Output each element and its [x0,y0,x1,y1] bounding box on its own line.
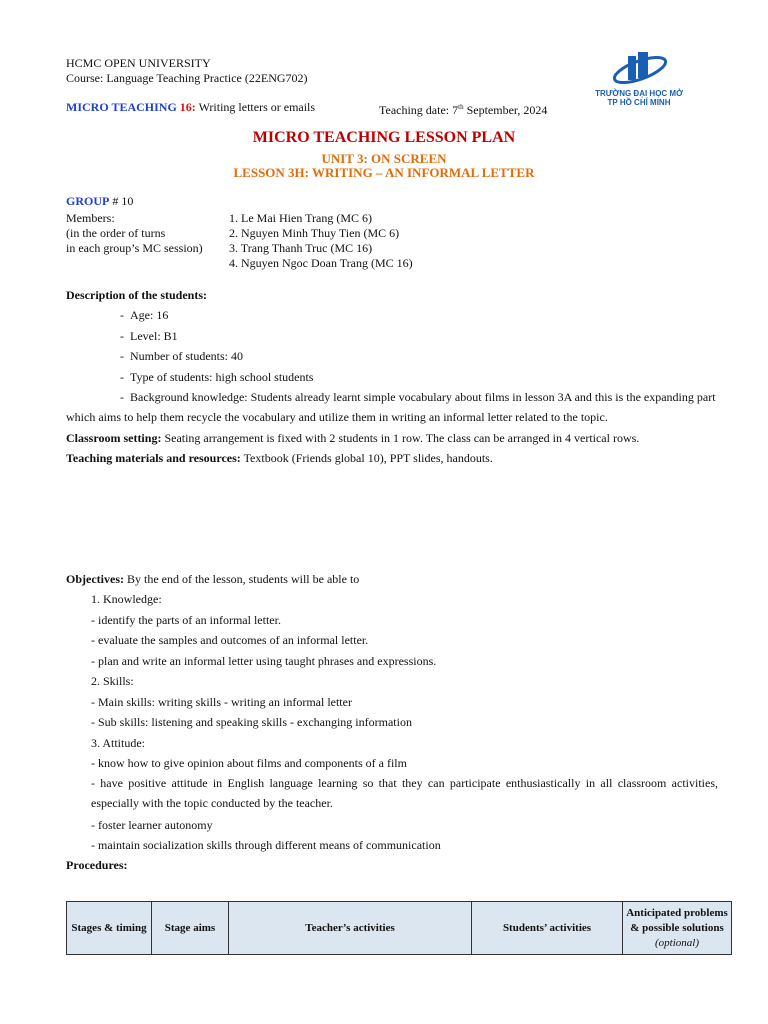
description-item: - Number of students: 40 [120,349,243,363]
objective-line: 2. Skills: [91,674,134,688]
objective-line: - maintain socialization skills through different means of communication [91,838,441,852]
date-sup: th [458,103,464,111]
objective-line: - Sub skills: listening and speaking skills - exchanging information [91,715,412,729]
table-header-row [67,902,732,955]
micro-topic: Writing letters or emails [195,100,316,114]
date-prefix: Teaching date: 7 [379,103,459,117]
members-label-line: in each group’s MC session) [66,241,203,255]
objective-attitude-long: - have positive attitude in English language learning so that they can participate enthusiastically in all classroom activities, especially with the topic conducted by the teacher. [91,776,718,810]
member-item: 3. Trang Thanh Truc (MC 16) [229,241,373,255]
description-background-cont: which aims to help them recycle the vocabulary and utilize them in writing an informal letter related to the topic. [66,410,608,424]
description-item: - Level: B1 [120,329,178,343]
members-label-line: (in the order of turns [66,226,166,240]
header-stages: Stages & timing [67,902,152,955]
member-item: 4. Nguyen Ngoc Doan Trang (MC 16) [229,256,413,270]
micro-label: MICRO TEACHING [66,100,180,114]
micro-number: 16: [179,100,196,114]
members-label-line: Members: [66,211,115,225]
header-teacher: Teacher’s activities [229,902,472,955]
objective-line: - know how to give opinion about films and components of a film [91,756,407,770]
optional-note: (optional) [655,936,699,949]
objective-line: - evaluate the samples and outcomes of an informal letter. [91,633,369,647]
course-name: Course: Language Teaching Practice (22ENG702) [66,71,308,85]
micro-teaching-line [66,100,315,114]
group-label: GROUP [66,194,110,208]
objective-line: 3. Attitude: [91,736,145,750]
member-item: 1. Le Mai Hien Trang (MC 6) [229,211,372,225]
teaching-date [379,100,547,117]
unit-title: UNIT 3: ON SCREEN [321,151,447,166]
date-suffix: September, 2024 [463,103,548,117]
lesson-title: LESSON 3H: WRITING – AN INFORMAL LETTER [233,165,535,180]
procedures-heading: Procedures: [66,858,128,872]
description-background: - Background knowledge: Students already learnt simple vocabulary about films in lesson 3A and this is the expanding part [120,390,716,404]
teaching-materials: Teaching materials and resources: Textbook (Friends global 10), PPT slides, handouts. [66,451,493,465]
header-anticipated: Anticipated problems & possible solutions (optional) [623,902,732,955]
member-item: 2. Nguyen Minh Thuy Tien (MC 6) [229,226,400,240]
objectives-intro: Objectives: By the end of the lesson, students will be able to [66,572,360,586]
objective-line: - foster learner autonomy [91,818,213,832]
description-item: - Type of students: high school students [120,370,314,384]
description-item: - Age: 16 [120,308,169,322]
group-number: # 10 [109,194,134,208]
members-list [229,211,413,271]
header-students: Students’ activities [472,902,623,955]
procedures-table [66,901,732,955]
objective-line: - Main skills: writing skills - writing an informal letter [91,695,352,709]
university-name: HCMC OPEN UNIVERSITY [66,56,211,70]
group-line [66,194,133,208]
objective-line: - plan and write an informal letter using taught phrases and expressions. [91,654,437,668]
members-label [66,211,203,256]
university-logo [606,50,672,90]
description-heading: Description of the students: [66,288,207,302]
objective-line: - identify the parts of an informal letter. [91,613,281,627]
classroom-setting: Classroom setting: Seating arrangement is fixed with 2 students in 1 row. The class can be arranged in 4 vertical rows. [66,431,640,445]
objective-line: 1. Knowledge: [91,592,162,606]
header-aims: Stage aims [152,902,229,955]
logo-text: TRƯỜNG ĐẠI HỌC MỞ TP HỒ CHÍ MINH [595,89,683,107]
page-title: MICRO TEACHING LESSON PLAN [252,129,516,146]
